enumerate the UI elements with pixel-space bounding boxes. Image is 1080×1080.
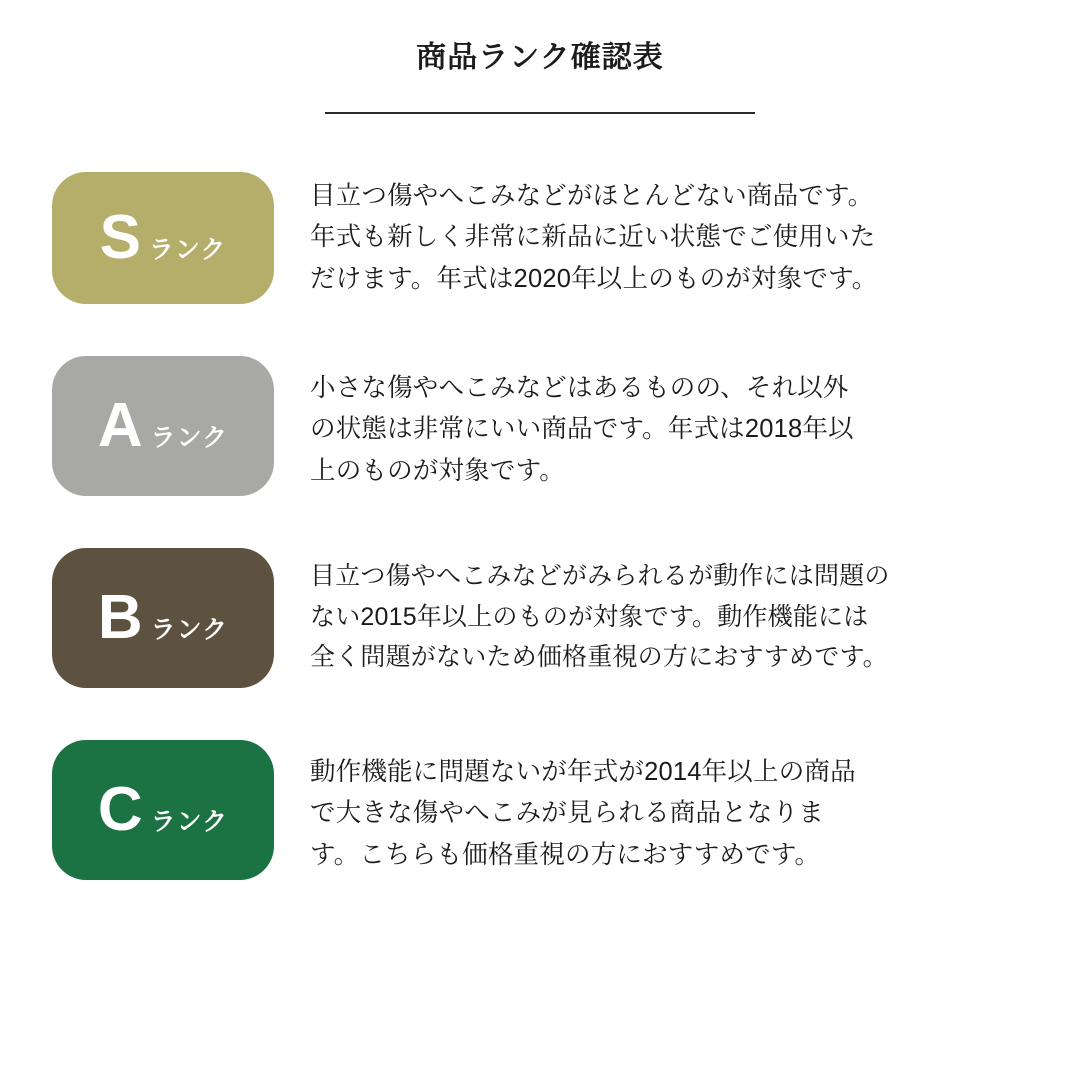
badge-inner [97, 775, 229, 844]
rank-description-line: 目立つ傷やへこみなどがみられるが動作には問題の [310, 562, 890, 590]
rank-description-line: の状態は非常にいい商品です。年式は2018年以 [310, 415, 854, 444]
rank-description-line: 小さな傷やへこみなどはあるものの、それ以外 [310, 374, 849, 402]
rank-description [310, 172, 1050, 300]
rank-badge-c [52, 740, 274, 880]
rank-suffix: ランク [148, 236, 227, 264]
rank-description-line: だけます。年式は2020年以上のものが対象です。 [310, 264, 878, 293]
badge-inner [97, 583, 229, 652]
rank-letter: B [97, 583, 143, 652]
rank-letter: S [99, 203, 141, 272]
rank-list [0, 172, 1080, 880]
title-divider [325, 112, 755, 114]
rank-badge-s [52, 172, 274, 304]
rank-row [0, 548, 1080, 688]
rank-row [0, 172, 1080, 304]
rank-description-line: ない2015年以上のものが対象です。動作機能には [310, 602, 869, 631]
rank-badge-a [52, 356, 274, 496]
rank-badge-b [52, 548, 274, 688]
badge-inner [99, 203, 227, 272]
rank-suffix: ランク [150, 808, 229, 836]
rank-suffix: ランク [150, 616, 229, 644]
rank-suffix: ランク [150, 424, 229, 452]
rank-letter: A [97, 391, 143, 460]
rank-description-line: 全く問題がないため価格重視の方におすすめです。 [310, 643, 888, 671]
rank-description-line: す。こちらも価格重視の方におすすめです。 [310, 840, 821, 869]
page-title: 商品ランク確認表 [416, 41, 664, 74]
badge-inner [97, 391, 229, 460]
rank-description [310, 548, 1050, 678]
rank-letter: C [97, 775, 143, 844]
rank-description [310, 356, 1050, 492]
rank-description-line: 動作機能に問題ないが年式が2014年以上の商品 [310, 758, 856, 786]
rank-description-line: で大きな傷やへこみが見られる商品となりま [310, 799, 825, 828]
rank-description-line: 目立つ傷やへこみなどがほとんどない商品です。 [310, 182, 874, 210]
rank-description [310, 740, 1050, 876]
rank-row [0, 356, 1080, 496]
page-header [0, 0, 1080, 114]
rank-row [0, 740, 1080, 880]
rank-description-line: 年式も新しく非常に新品に近い状態でご使用いた [310, 223, 876, 252]
rank-description-line: 上のものが対象です。 [310, 456, 565, 485]
